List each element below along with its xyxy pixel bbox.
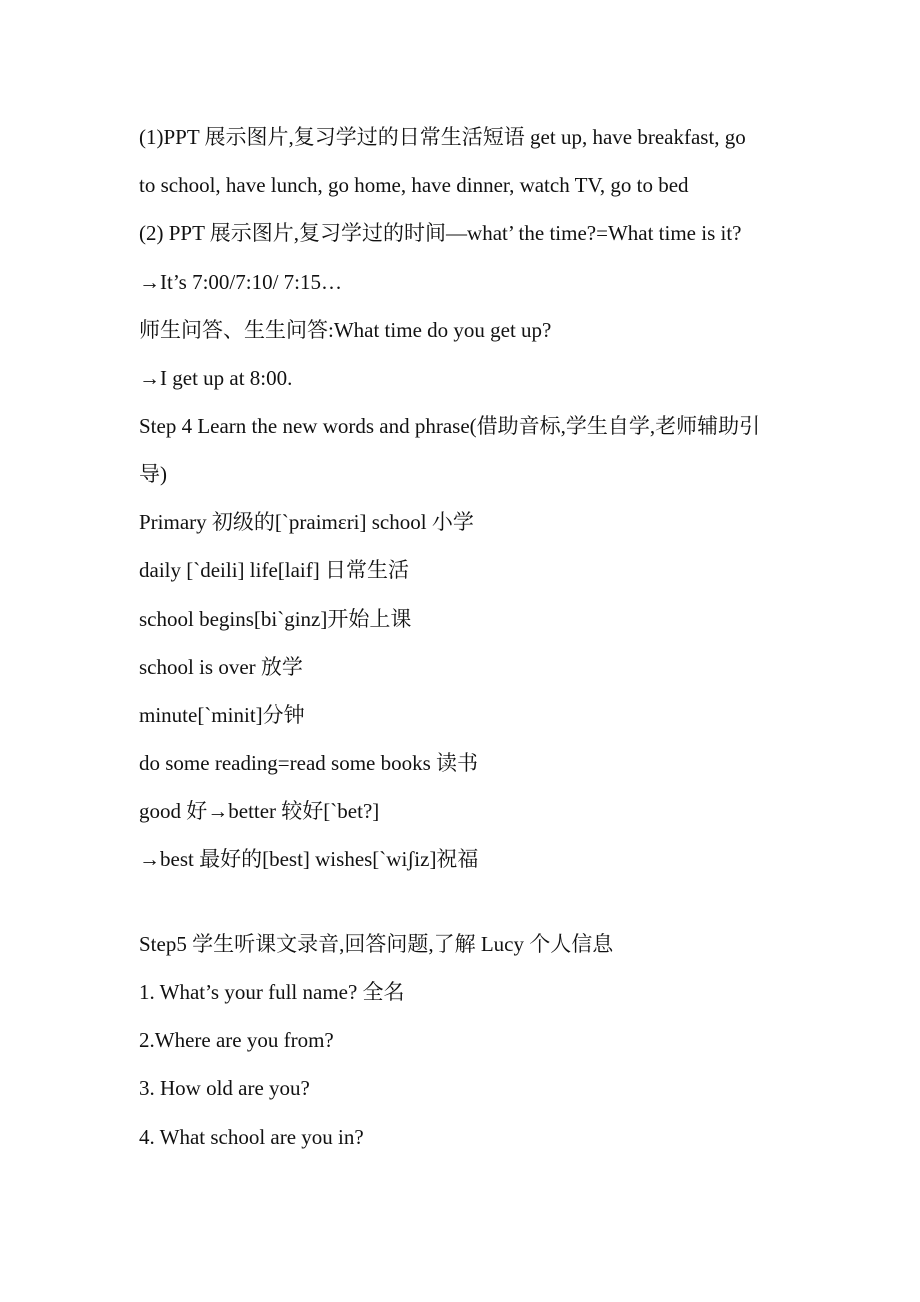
question-item: 2.Where are you from? (139, 1028, 334, 1052)
review-item-1-line-1: (1)PPT 展示图片,复习学过的日常生活短语 get up, have breakfast, go (139, 125, 746, 149)
review-item-2-line-1: (2) PPT 展示图片,复习学过的时间—what’ the time?=What time is it? (139, 221, 742, 245)
question-item: 3. How old are you? (139, 1076, 310, 1100)
review-item-1-line-2: to school, have lunch, go home, have dinner, watch TV, go to bed (139, 173, 689, 197)
dialogue-question: 师生问答、生生问答:What time do you get up? (139, 318, 552, 342)
review-item-2-line-2: →It’s 7:00/7:10/ 7:15… (139, 270, 343, 294)
vocab-item: do some reading=read some books 读书 (139, 751, 479, 775)
question-item: 1. What’s your full name? 全名 (139, 980, 405, 1004)
vocab-item: school is over 放学 (139, 655, 303, 679)
step4-heading-line-1: Step 4 Learn the new words and phrase(借助音标,学生自学,老师辅助引 (139, 414, 761, 438)
step4-heading-line-2: 导) (139, 462, 167, 486)
vocab-item: daily [`deili] life[laif] 日常生活 (139, 558, 409, 582)
vocab-item: minute[`minit]分钟 (139, 703, 305, 727)
question-item: 4. What school are you in? (139, 1125, 364, 1149)
vocab-item: good 好→better 较好[`bet?] (139, 799, 380, 823)
step5-heading: Step5 学生听课文录音,回答问题,了解 Lucy 个人信息 (139, 932, 614, 956)
vocab-item: school begins[bi`ginz]开始上课 (139, 607, 412, 631)
dialogue-answer: →I get up at 8:00. (139, 366, 293, 390)
vocab-item: →best 最好的[best] wishes[`wiʃiz]祝福 (139, 847, 479, 871)
vocab-item: Primary 初级的[`praimɛri] school 小学 (139, 510, 474, 534)
